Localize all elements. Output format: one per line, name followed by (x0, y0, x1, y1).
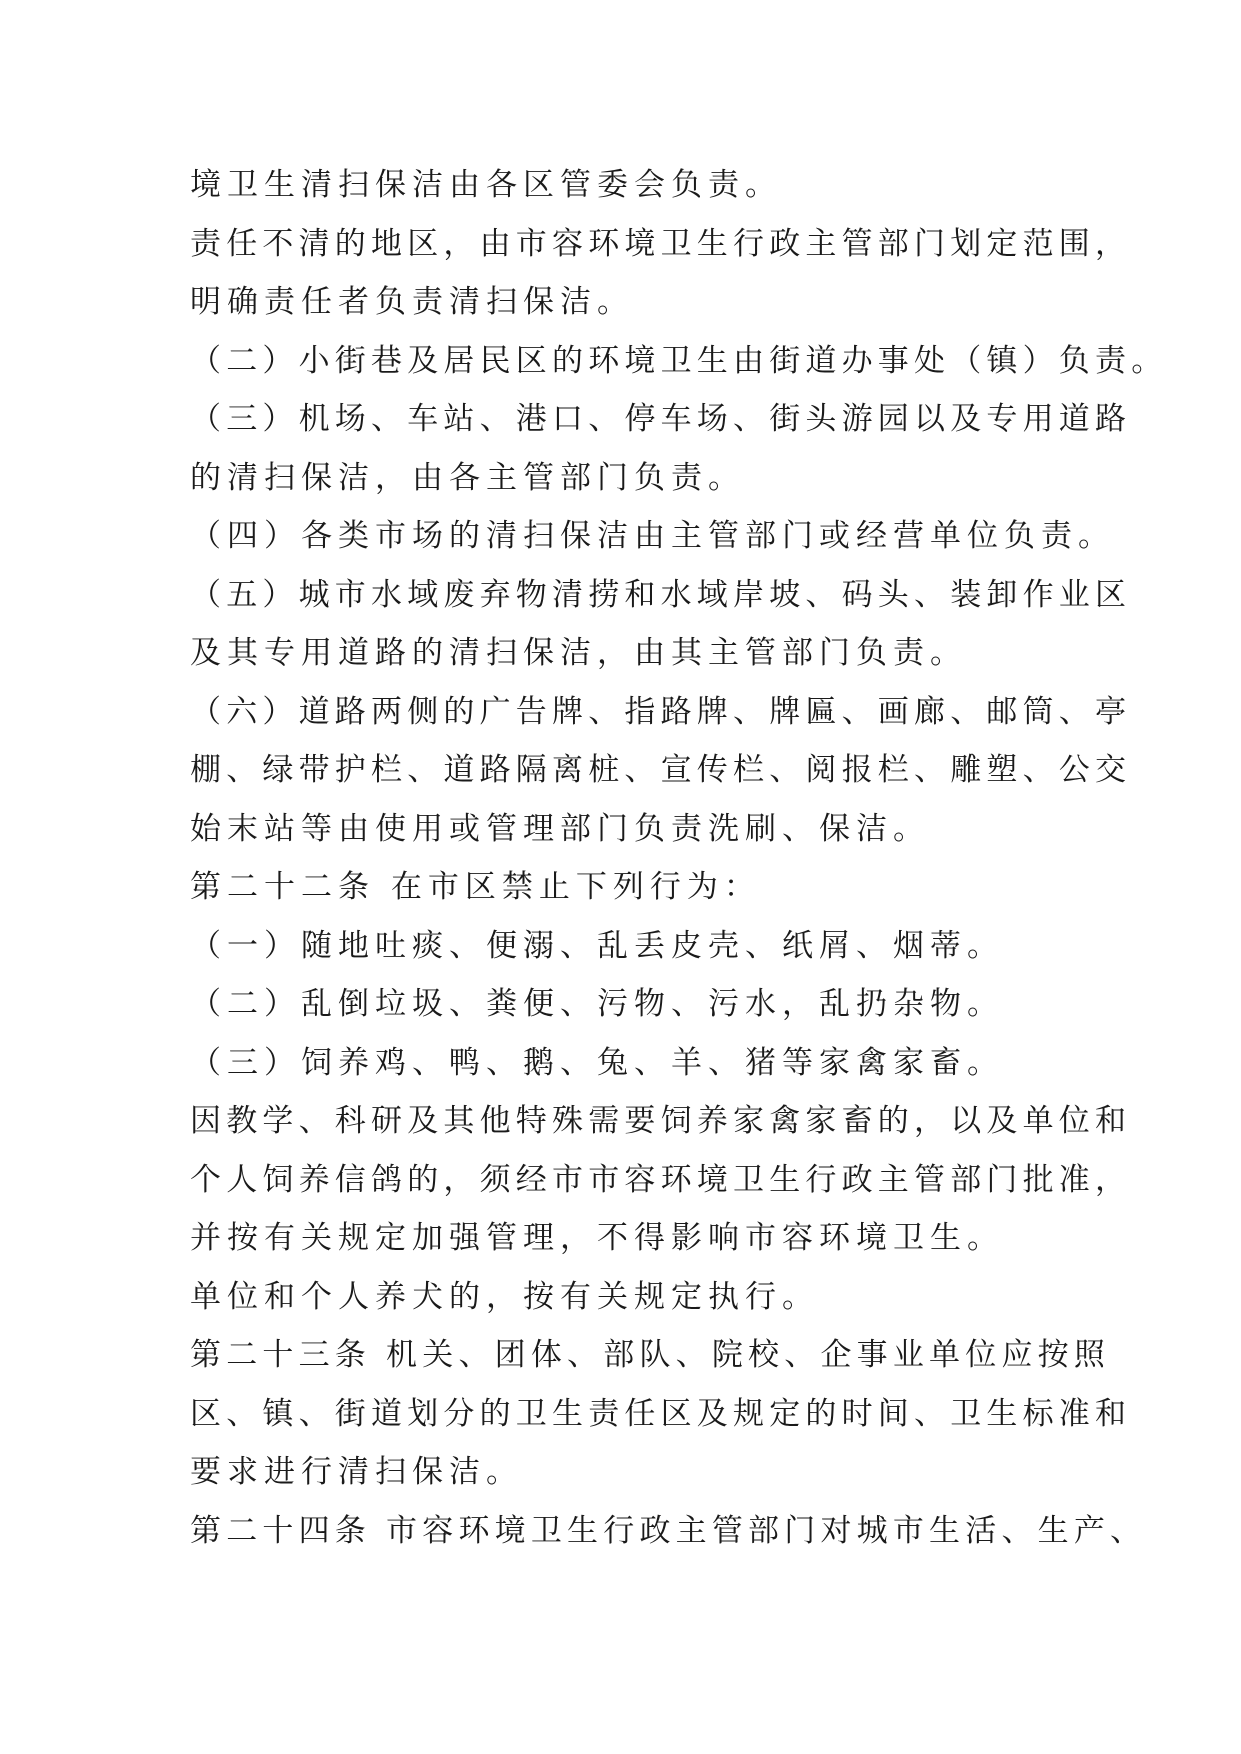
text-line: 单位和个人养犬的，按有关规定执行。 (190, 1278, 819, 1315)
text-line: 棚、绿带护栏、道路隔离桩、宣传栏、阅报栏、雕塑、公交 (190, 752, 1132, 788)
text-line: （五）城市水域废弃物清捞和水域岸坡、码头、装卸作业区 (190, 576, 1132, 613)
document-body (190, 156, 1168, 1560)
text-line: （四）各类市场的清扫保洁由主管部门或经营单位负责。 (190, 518, 1115, 554)
text-line: 境卫生清扫保洁由各区管委会负责。 (190, 167, 782, 203)
text-line: 个人饲养信鸽的，须经市市容环境卫生行政主管部门批准， (190, 1161, 1132, 1198)
text-line: （三）饲养鸡、鸭、鹅、兔、羊、猪等家禽家畜。 (190, 1044, 1004, 1081)
text-line: 要求进行清扫保洁。 (190, 1454, 523, 1490)
text-line: （六）道路两侧的广告牌、指路牌、牌匾、画廊、邮筒、亭 (190, 693, 1132, 730)
text-line: 并按有关规定加强管理，不得影响市容环境卫生。 (190, 1220, 1004, 1256)
text-line: 责任不清的地区，由市容环境卫生行政主管部门划定范围， (190, 225, 1132, 262)
article-heading-line: 第二十二条 在市区禁止下列行为： (190, 869, 761, 905)
text-line: 及其专用道路的清扫保洁，由其主管部门负责。 (190, 635, 967, 671)
text-line: （三）机场、车站、港口、停车场、街头游园以及专用道路 (190, 401, 1132, 437)
text-line: 区、镇、街道划分的卫生责任区及规定的时间、卫生标准和 (190, 1395, 1132, 1432)
text-line: （二）小街巷及居民区的环境卫生由街道办事处（镇）负责。 (190, 342, 1168, 379)
text-line: 因教学、科研及其他特殊需要饲养家禽家畜的，以及单位和 (190, 1103, 1132, 1139)
text-line: 明确责任者负责清扫保洁。 (190, 284, 634, 320)
text-line: 的清扫保洁，由各主管部门负责。 (190, 459, 745, 496)
text-line: （二）乱倒垃圾、粪便、污物、污水，乱扔杂物。 (190, 986, 1004, 1022)
article-heading-line: 第二十四条 市容环境卫生行政主管部门对城市生活、生产、 (190, 1512, 1147, 1549)
text-line: 始末站等由使用或管理部门负责洗刷、保洁。 (190, 810, 930, 847)
text-line: （一）随地吐痰、便溺、乱丢皮壳、纸屑、烟蒂。 (190, 927, 1004, 964)
article-heading-line: 第二十三条 机关、团体、部队、院校、企事业单位应按照 (190, 1337, 1111, 1373)
